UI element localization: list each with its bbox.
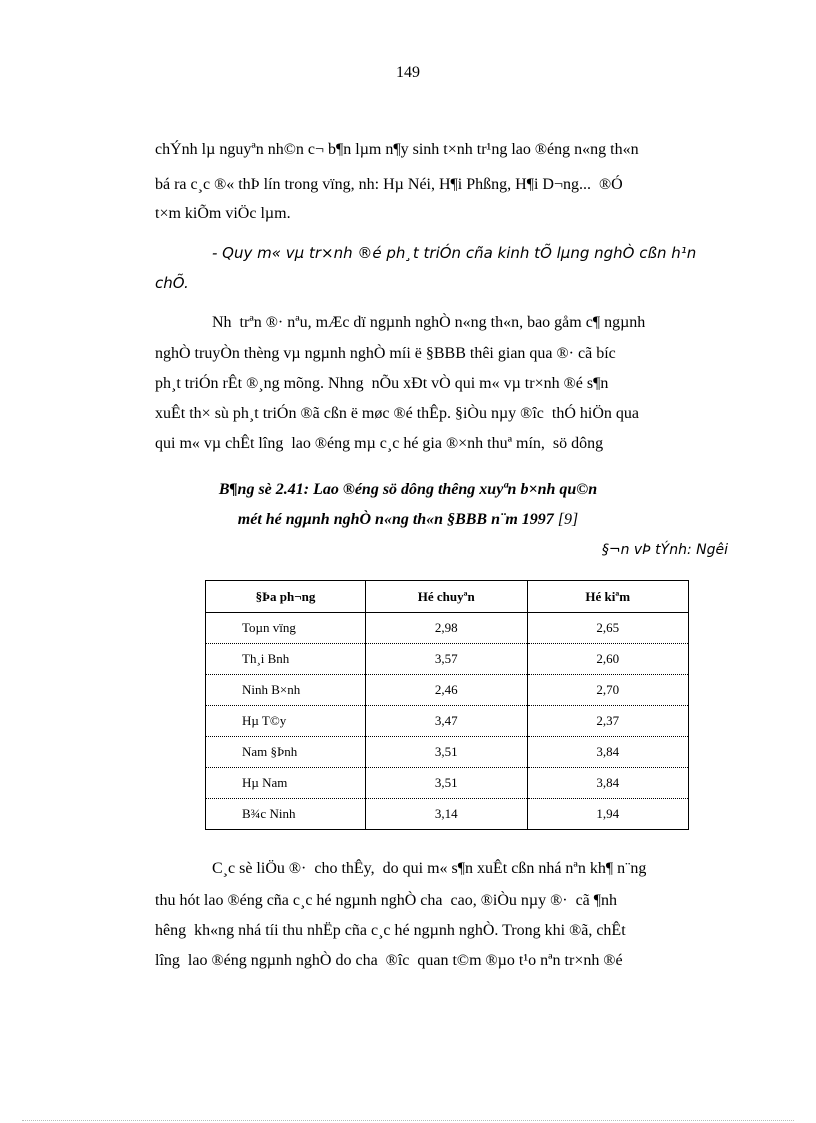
unit-note: §¬n vÞ tÝnh: Ngêi — [601, 542, 728, 558]
table-row — [206, 675, 689, 706]
column-header: Hé kiªm — [527, 581, 688, 613]
text-line: ph¸t triÓn rÊt ®¸ng mõng. Nhng nÕu xÐt vÒ qui m« vµ tr×nh ®é s¶n — [155, 375, 609, 392]
cell-specialized: 3,47 — [365, 706, 527, 737]
cell-region: Ninh B×nh — [206, 675, 366, 706]
column-header: §Þa ph¬ng — [206, 581, 366, 613]
text-line: chÝnh lµ nguyªn nh©n c¬ b¶n lµm n¶y sinh t×nh tr¹ng lao ®éng n«ng th«n — [155, 141, 639, 158]
cell-specialized: 3,57 — [365, 644, 527, 675]
caption-title: mét hé ngµnh nghÒ n«ng th«n §BBB n¨m 1997 — [237, 511, 554, 528]
text-line: thu hót lao ®éng cña c¸c hé ngµnh nghÒ cha cao, ®iÒu nµy ®· cã ¶nh — [155, 892, 618, 909]
cell-region: Nam §Þnh — [206, 737, 366, 768]
cell-region: Th¸i Bnh — [206, 644, 366, 675]
table-row — [206, 768, 689, 799]
cell-combined: 2,70 — [527, 675, 688, 706]
text-line: Nh trªn ®· nªu, mÆc dï ngµnh nghÒ n«ng th«n, bao gåm c¶ ngµnh — [212, 314, 646, 331]
data-table — [205, 580, 689, 830]
cell-specialized: 3,14 — [365, 799, 527, 830]
table-caption-line-2 — [0, 511, 816, 529]
cell-combined: 2,65 — [527, 613, 688, 644]
cell-combined: 3,84 — [527, 768, 688, 799]
cell-region: Hµ T©y — [206, 706, 366, 737]
text-line: C¸c sè liÖu ®· cho thÊy, do qui m« s¶n xuÊt cßn nhá nªn kh¶ n¨ng — [212, 860, 647, 877]
table-row — [206, 613, 689, 644]
text-line: chÕ. — [155, 274, 189, 292]
column-header: Hé chuyªn — [365, 581, 527, 613]
table-row — [206, 737, 689, 768]
cell-specialized: 3,51 — [365, 737, 527, 768]
cell-combined: 3,84 — [527, 737, 688, 768]
text-line: lîng lao ®éng ngµnh nghÒ do cha ®îc quan t©m ®µo t¹o nªn tr×nh ®é — [155, 952, 623, 969]
cell-combined: 2,60 — [527, 644, 688, 675]
footer-divider — [22, 1120, 794, 1121]
cell-combined: 1,94 — [527, 799, 688, 830]
table-caption-line-1: B¶ng sè 2.41: Lao ®éng sö dông thêng xuyªn b×nh qu©n — [218, 481, 598, 498]
text-line: hêng kh«ng nhá tíi thu nhËp cña c¸c hé ngµnh nghÒ. Trong khi ®ã, chÊt — [155, 922, 626, 939]
caption-reference: [9] — [553, 511, 579, 528]
cell-specialized: 2,46 — [365, 675, 527, 706]
cell-specialized: 3,51 — [365, 768, 527, 799]
cell-region: B¾c Ninh — [206, 799, 366, 830]
text-line: bá ra c¸c ®« thÞ lín trong vïng, nh: Hµ Néi, H¶i Phßng, H¶i D¬ng... ®Ó — [155, 176, 623, 193]
cell-specialized: 2,98 — [365, 613, 527, 644]
table-row — [206, 706, 689, 737]
cell-region: Toµn vïng — [206, 613, 366, 644]
text-line: t×m kiÕm viÖc lµm. — [155, 205, 291, 222]
page-number: 149 — [396, 64, 420, 81]
text-line: nghÒ truyÒn thèng vµ ngµnh nghÒ míi ë §BBB thêi gian qua ®· cã bíc — [155, 345, 616, 362]
cell-region: Hµ Nam — [206, 768, 366, 799]
cell-combined: 2,37 — [527, 706, 688, 737]
table-header-row — [206, 581, 689, 613]
text-line: xuÊt th× sù ph¸t triÓn ®ã cßn ë møc ®é thÊp. §iÒu nµy ®îc thÓ hiÖn qua — [155, 405, 639, 422]
table-row — [206, 644, 689, 675]
text-line: - Quy m« vµ tr×nh ®é ph¸t triÓn cña kinh tÕ lµng nghÒ cßn h¹n — [212, 244, 697, 262]
table-row — [206, 799, 689, 830]
text-line: qui m« vµ chÊt lîng lao ®éng mµ c¸c hé gia ®×nh thuª mín, sö dông — [155, 435, 604, 452]
